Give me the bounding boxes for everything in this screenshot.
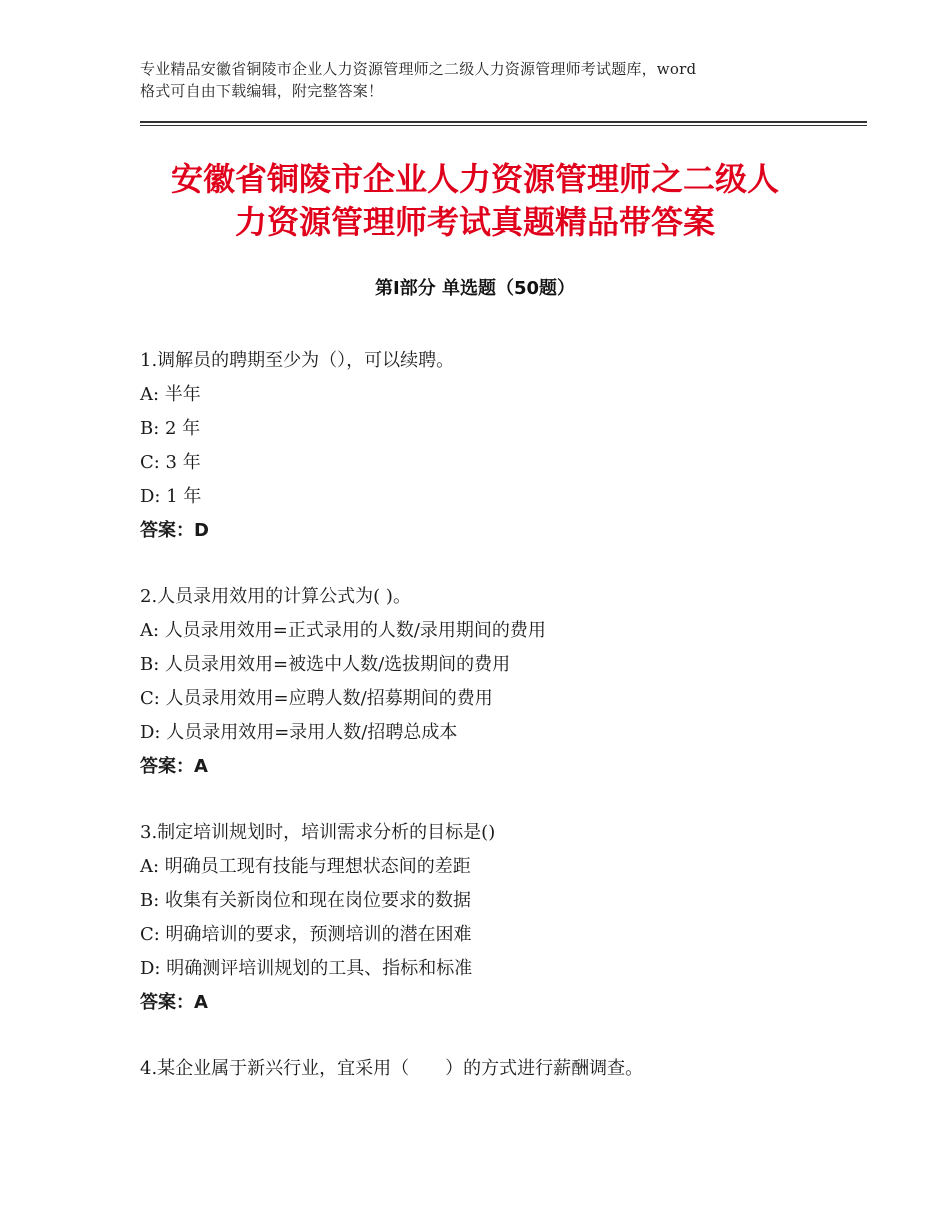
document-title-line-2: 力资源管理师考试真题精品带答案 (234, 203, 715, 241)
option-d: D: 明确测评培训规划的工具、指标和标准 (140, 958, 473, 979)
option-b: B: 人员录用效用=被选中人数/选拔期间的费用 (140, 654, 511, 675)
option-a: A: 半年 (140, 384, 201, 405)
intro-line-1: 专业精品安徽省铜陵市企业人力资源管理师之二级人力资源管理师考试题库，word (140, 60, 697, 78)
question-4 (140, 1052, 820, 1086)
option-d: D: 1 年 (140, 486, 202, 507)
question-3 (140, 816, 820, 1020)
option-b: B: 2 年 (140, 418, 201, 439)
document-title (140, 158, 810, 244)
answer: 答案：D (140, 520, 209, 541)
document-title-line-1: 安徽省铜陵市企业人力资源管理师之二级人 (170, 160, 779, 198)
intro-text (140, 58, 820, 102)
question-1 (140, 344, 820, 548)
question-2 (140, 580, 820, 784)
header-divider-thick (140, 121, 867, 123)
question-stem: 3.制定培训规划时，培训需求分析的目标是() (140, 822, 496, 843)
question-stem: 2.人员录用效用的计算公式为( )。 (140, 586, 411, 607)
option-c: C: 人员录用效用=应聘人数/招募期间的费用 (140, 688, 493, 709)
option-c: C: 明确培训的要求，预测培训的潜在困难 (140, 924, 472, 945)
question-list (140, 344, 820, 1118)
option-c: C: 3 年 (140, 452, 201, 473)
option-a: A: 人员录用效用=正式录用的人数/录用期间的费用 (140, 620, 546, 641)
section-heading: 第Ⅰ部分 单选题（50题） (374, 278, 575, 299)
question-stem: 4.某企业属于新兴行业，宜采用（ ）的方式进行薪酬调查。 (140, 1058, 644, 1079)
answer: 答案：A (140, 756, 208, 777)
option-b: B: 收集有关新岗位和现在岗位要求的数据 (140, 890, 472, 911)
option-a: A: 明确员工现有技能与理想状态间的差距 (140, 856, 471, 877)
header-divider-thin (140, 125, 867, 126)
intro-line-2: 格式可自由下载编辑，附完整答案！ (140, 82, 384, 100)
question-stem: 1.调解员的聘期至少为（），可以续聘。 (140, 350, 455, 371)
answer: 答案：A (140, 992, 208, 1013)
option-d: D: 人员录用效用=录用人数/招聘总成本 (140, 722, 458, 743)
